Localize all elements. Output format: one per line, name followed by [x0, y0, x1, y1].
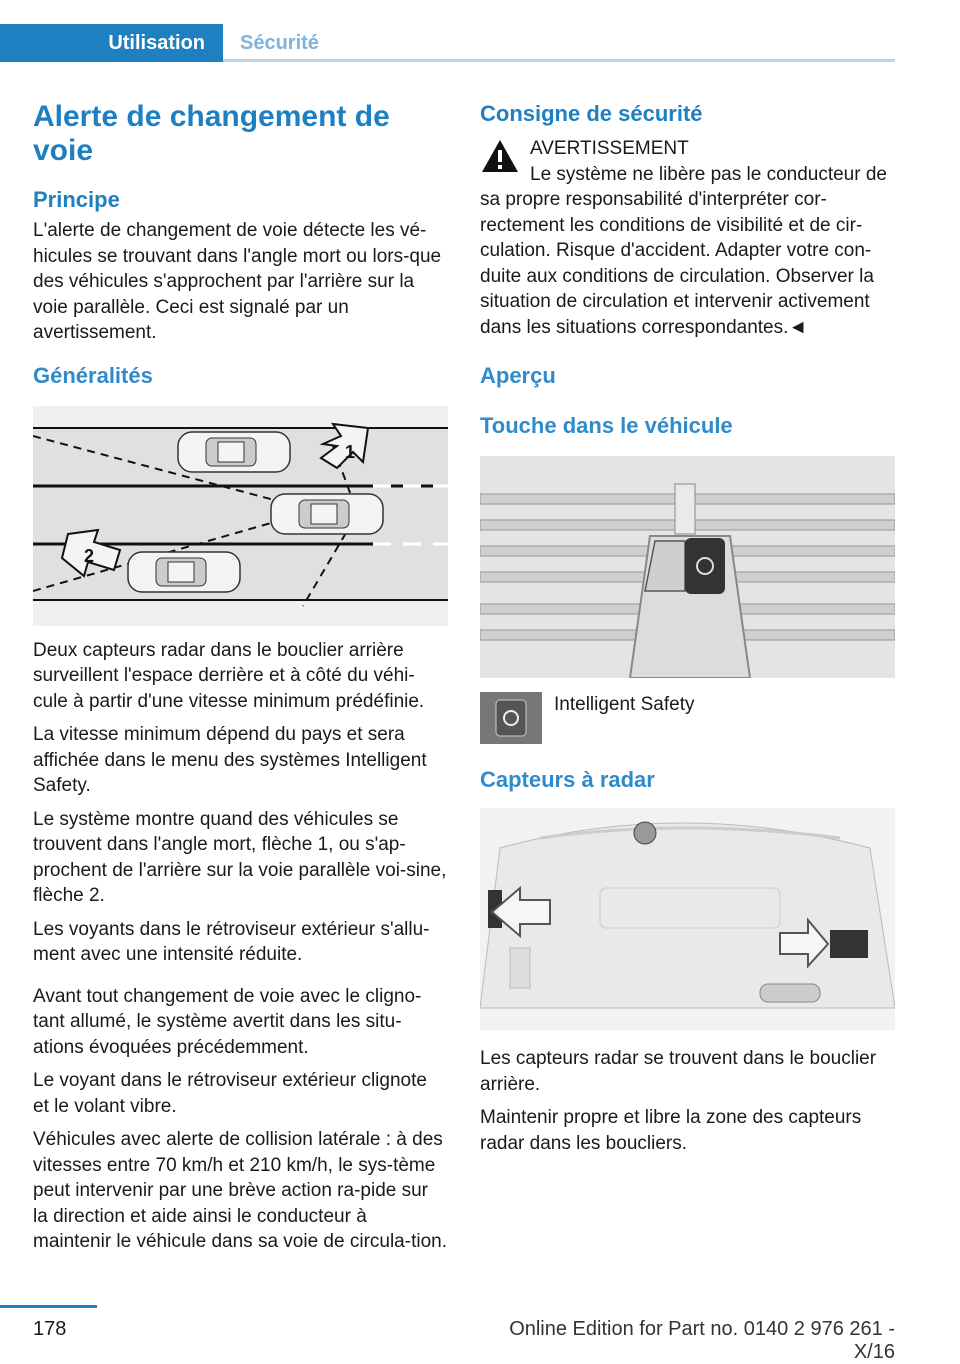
car-middle [271, 494, 383, 534]
para-capteurs-position: Les capteurs radar se trouvent dans le bouclier arrière. [480, 1048, 877, 1095]
para-capteurs: Deux capteurs radar dans le bouclier arrière surveillent l'espace derrière et à côté du véhi-cule à partir d'une vitesse minimum prédéfinie. [33, 639, 425, 712]
right-column [480, 100, 895, 1164]
logo-badge [634, 822, 656, 844]
para-changement-voie: Avant tout changement de voie avec le cligno-tant allumé, le système avertit dans les situ-ations évoquées précédemment. [33, 985, 422, 1058]
intelligent-safety-icon [480, 692, 542, 744]
button-location-image [480, 456, 895, 678]
apercu-heading: Aperçu [480, 363, 556, 388]
header-divider [223, 59, 895, 62]
para-vitesse: La vitesse minimum dépend du pays et sera affichée dans le menu des systèmes Intelligent Safety. [33, 724, 427, 796]
para-collision-laterale: Véhicules avec alerte de collision latérale : à des vitesses entre 70 km/h et 210 km/h, le sys-tème peut intervenir par une brève action ra-pide sur la direction et aide ainsi le conducteur à maintenir le véhicule dans sa voie de circula-tion. [33, 1129, 447, 1252]
svg-text:1: 1 [345, 441, 356, 462]
intelligent-safety-button [685, 538, 725, 594]
para-capteurs-propre: Maintenir propre et libre la zone des capteurs radar dans les boucliers. [480, 1107, 862, 1154]
button-legend [480, 692, 895, 748]
para-angle-mort: Le système montre quand des véhicules se trouvent dans l'angle mort, flèche 1, ou s'ap-prochent de l'arrière sur la voie parallèle voi-sine, flèche 2. [33, 808, 447, 906]
edition-text: Online Edition for Part no. 0140 2 976 261 - X/16 [509, 1318, 895, 1363]
page-number: 178 [33, 1318, 67, 1340]
touche-heading: Touche dans le véhicule [480, 413, 733, 438]
para-voyants: Les voyants dans le rétroviseur extérieur s'allu-ment avec une intensité réduite. [33, 918, 430, 965]
button-label: Intelligent Safety [554, 694, 695, 715]
left-column [33, 100, 448, 1263]
generalites-heading: Généralités [33, 362, 153, 388]
lane-change-diagram [33, 406, 448, 626]
radar-sensor-right [830, 930, 868, 958]
principe-heading: Principe [33, 187, 120, 212]
warning-triangle-icon [480, 138, 520, 174]
warning-title: AVERTISSEMENT [530, 138, 689, 159]
capteurs-heading: Capteurs à radar [480, 767, 655, 792]
car-bottom [128, 552, 240, 592]
tab-securite[interactable]: Sécurité [240, 32, 319, 54]
tab-utilisation[interactable]: Utilisation [0, 24, 223, 62]
car-top [178, 432, 290, 472]
consigne-heading: Consigne de sécurité [480, 101, 703, 126]
radar-sensor-image [480, 808, 895, 1030]
warning-block [480, 136, 895, 162]
page-title: Alerte de changement de voie [33, 100, 390, 167]
svg-text:2: 2 [84, 545, 95, 566]
para-voyant-clignote: Le voyant dans le rétroviseur extérieur clignote et le volant vibre. [33, 1070, 427, 1117]
principe-text: L'alerte de changement de voie détecte les vé-hicules se trouvant dans l'angle mort ou lors-que des véhicules s'approchent par l'arrière sur la voie parallèle. Ceci est signalé par un avertissement. [33, 220, 442, 343]
footer-accent-line [0, 1305, 97, 1308]
header-tabs [0, 24, 895, 62]
warning-text: Le système ne libère pas le conducteur de sa propre responsabilité d'interpréter cor-rectement les conditions de visibilité et de cir-culation. Risque d'accident. Adapter votre con-duite aux conditions de circulation. Observer la situation de circulation et intervenir activement dans les situations correspondantes.◄ [480, 163, 887, 338]
